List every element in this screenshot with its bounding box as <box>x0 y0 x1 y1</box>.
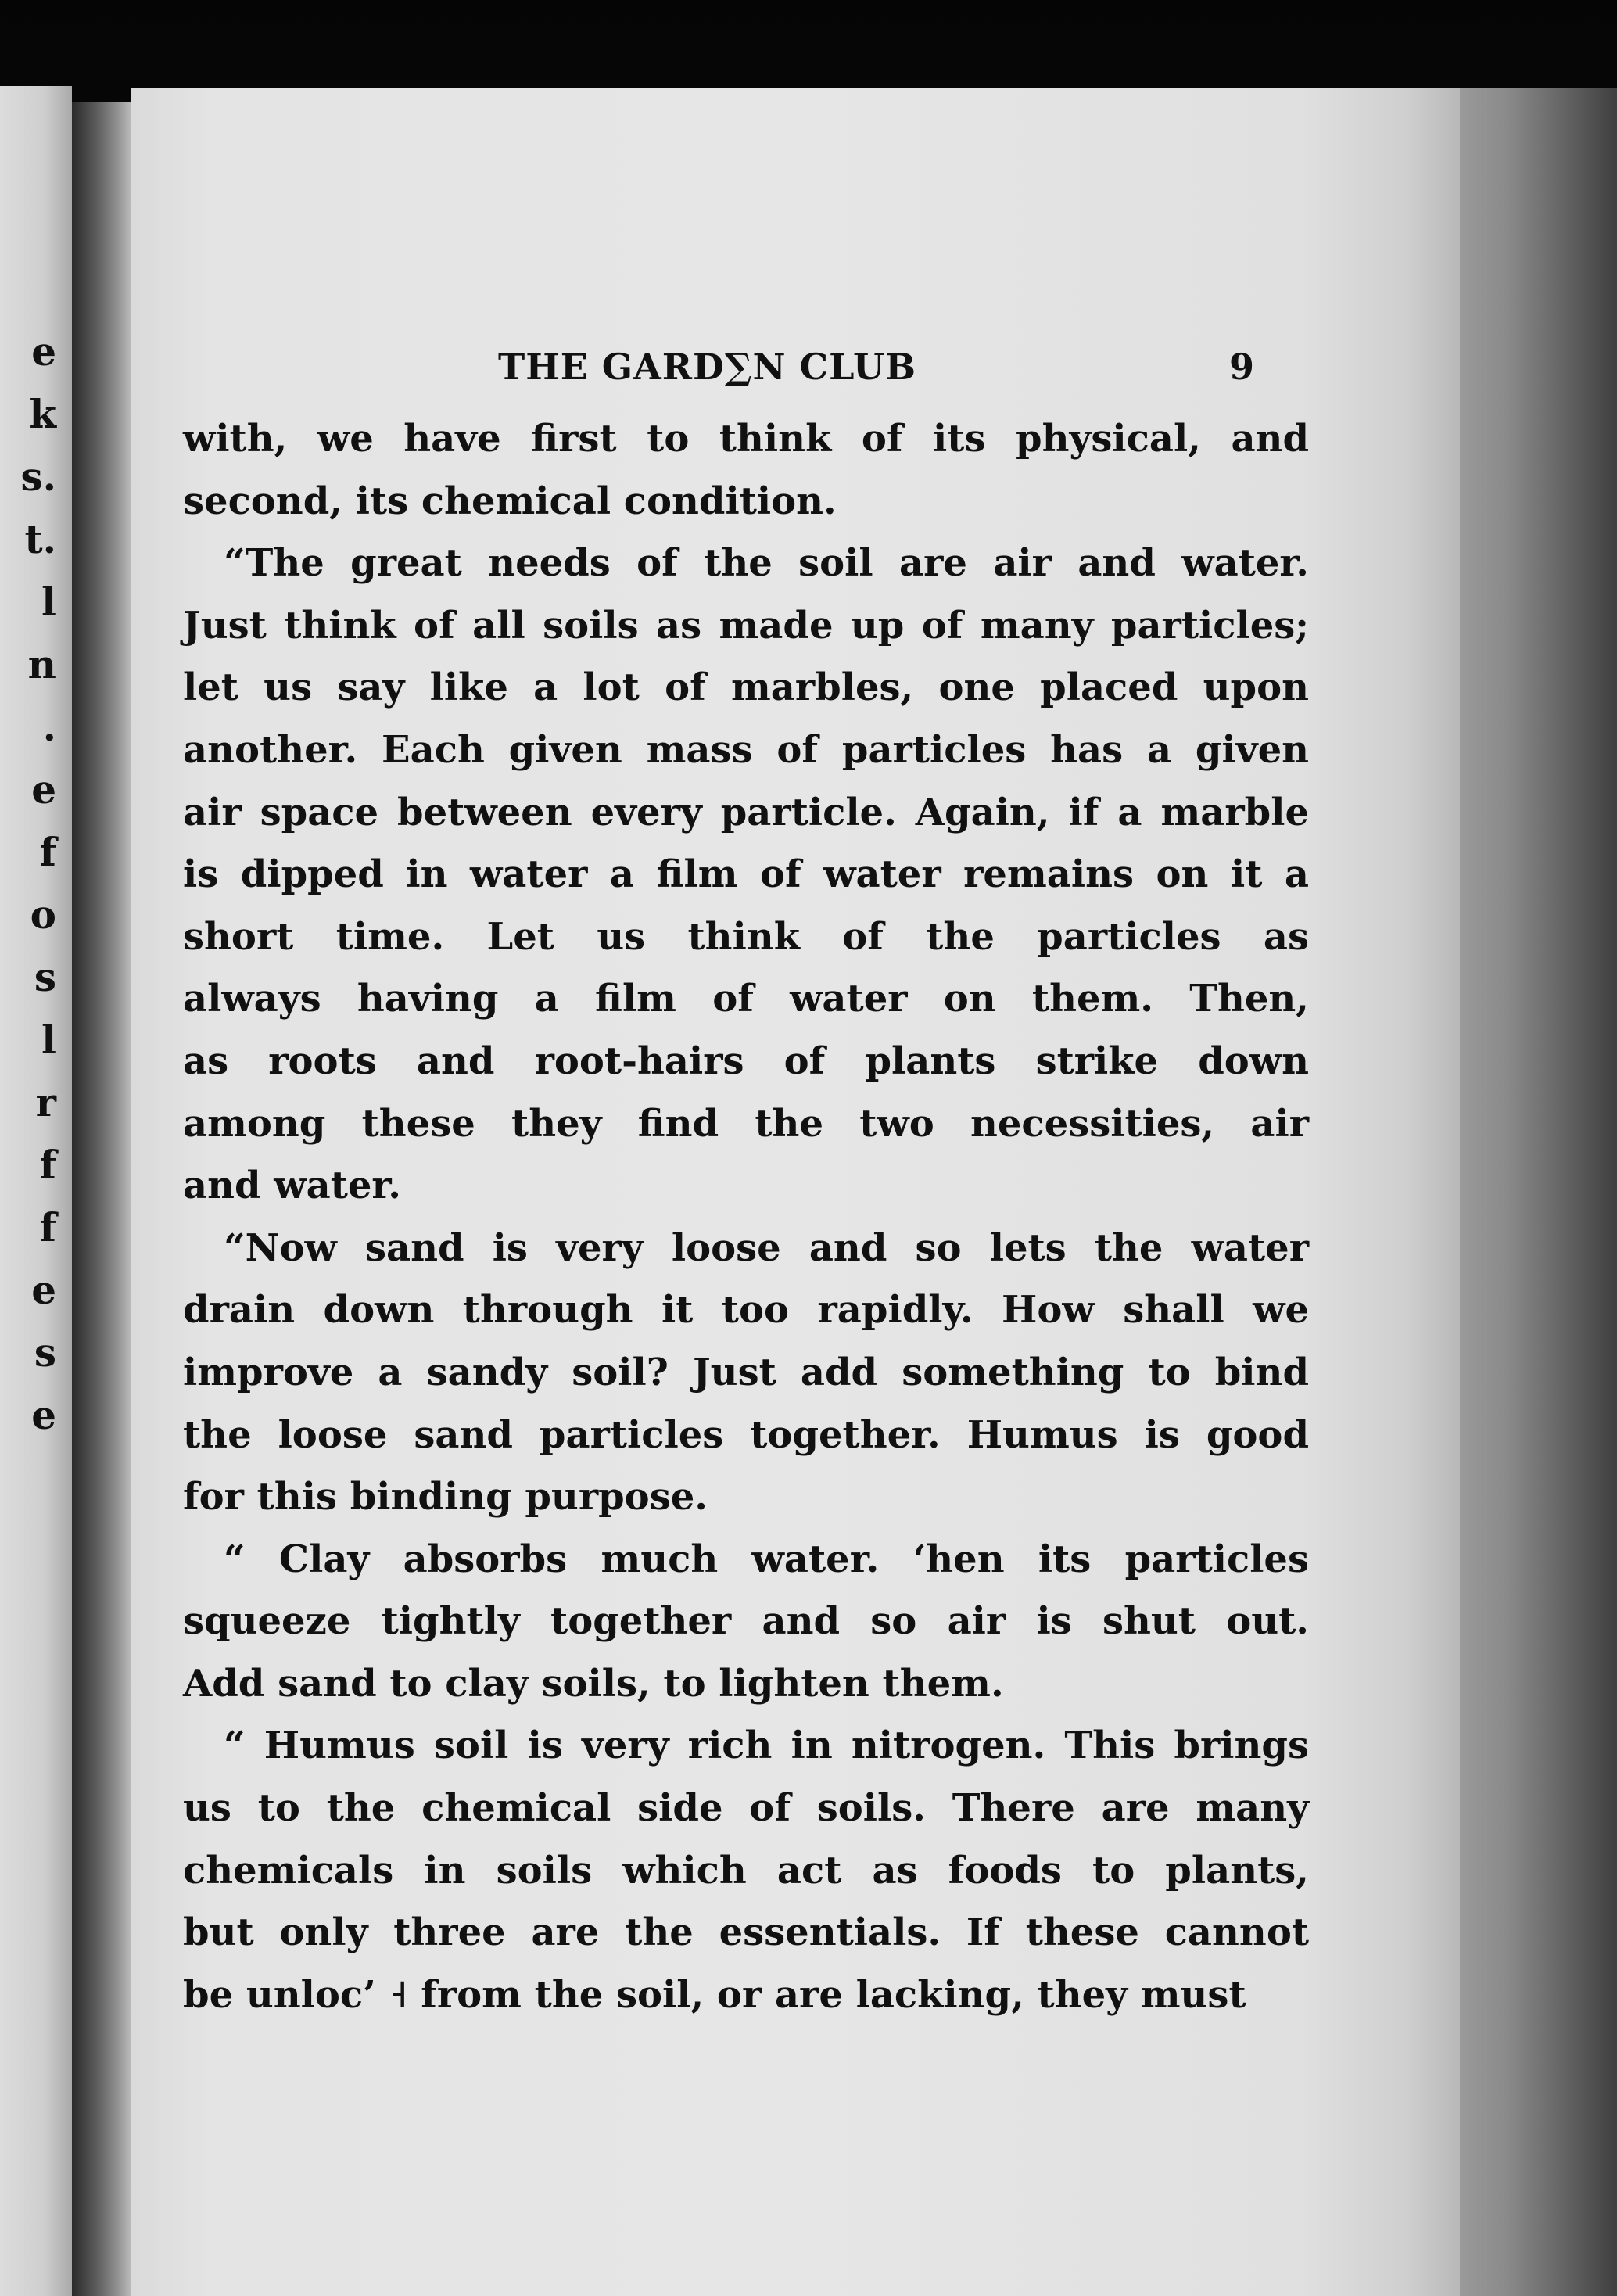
text-line: and water. <box>183 1164 401 1208</box>
text-line: “ Humus soil is very rich in nitrogen. This brings <box>224 1724 1309 1768</box>
text-line: second, its chemical condition. <box>183 479 837 523</box>
text-line: us to the chemical side of soils. There are many <box>183 1786 1309 1831</box>
text-line: for this binding purpose. <box>183 1475 708 1519</box>
left-page-margin-char: e <box>31 1267 56 1313</box>
book-gutter <box>72 102 131 2296</box>
left-page-margin-char: r <box>35 1079 56 1125</box>
text-line: short time. Let us think of the particles as <box>183 914 1309 959</box>
left-page-margin-text <box>0 86 72 2296</box>
text-line: let us say like a lot of marbles, one placed upon <box>183 665 1309 710</box>
text-line: “The great needs of the soil are air and water. <box>224 541 1309 586</box>
left-page-margin-char: e <box>31 328 56 375</box>
left-page-margin-char: f <box>39 1142 56 1188</box>
text-line: always having a film of water on them. Then, <box>183 977 1309 1021</box>
body-text <box>183 408 1309 2026</box>
text-line: chemicals in soils which act as foods to plants, <box>183 1848 1309 1892</box>
left-page-margin-char: k <box>29 391 56 437</box>
text-line: be unloc’ ˧ from the soil, or are lacking, they must <box>183 1972 1246 2017</box>
left-page-margin-char: e <box>31 766 56 813</box>
text-line: air space between every particle. Again, if a marble <box>183 790 1309 834</box>
left-page-margin-char: n <box>27 641 56 687</box>
left-page-margin-char: s. <box>20 454 56 500</box>
left-page-margin-char: l <box>41 1017 56 1063</box>
text-line: among these they find the two necessities, air <box>183 1101 1309 1146</box>
left-page-margin-char: . <box>42 704 56 750</box>
text-line: “ Clay absorbs much water. ʻhen its particles <box>224 1537 1309 1581</box>
text-line: Just think of all soils as made up of many particles; <box>183 603 1309 648</box>
text-line: another. Each given mass of particles has a given <box>183 727 1309 772</box>
left-page-margin-char: e <box>31 1392 56 1438</box>
left-page-margin-char: l <box>41 579 56 625</box>
text-line: as roots and root-hairs of plants strike down <box>183 1039 1309 1083</box>
text-line: but only three are the essentials. If these cannot <box>183 1910 1309 1955</box>
text-line: Add sand to clay soils, to lighten them. <box>183 1661 1004 1706</box>
text-line: improve a sandy soil? Just add something to bind <box>183 1350 1309 1394</box>
page-number: 9 <box>1229 346 1255 388</box>
left-page-margin-char: s <box>34 954 56 1000</box>
text-line: squeeze tightly together and so air is shut out. <box>183 1599 1309 1644</box>
running-head-title: THE GARD∑N CLUB <box>498 346 916 388</box>
book-page <box>131 88 1460 2296</box>
left-page-margin-char: t. <box>24 516 56 562</box>
left-page-fragment <box>0 86 72 2296</box>
left-page-margin-char: o <box>30 891 56 938</box>
left-page-margin-char: s <box>34 1329 56 1376</box>
left-page-margin-char: f <box>39 829 56 875</box>
left-page-margin-char: f <box>39 1204 56 1250</box>
text-line: is dipped in water a film of water remains on it a <box>183 852 1309 897</box>
text-line: with, we have first to think of its physical, and <box>183 417 1309 461</box>
page-edge-shadow <box>1460 88 1617 2296</box>
running-head <box>131 346 1460 393</box>
text-line: drain down through it too rapidly. How shall we <box>183 1288 1309 1333</box>
text-line: the loose sand particles together. Humus is good <box>183 1412 1309 1457</box>
text-line: “Now sand is very loose and so lets the water <box>224 1225 1309 1270</box>
